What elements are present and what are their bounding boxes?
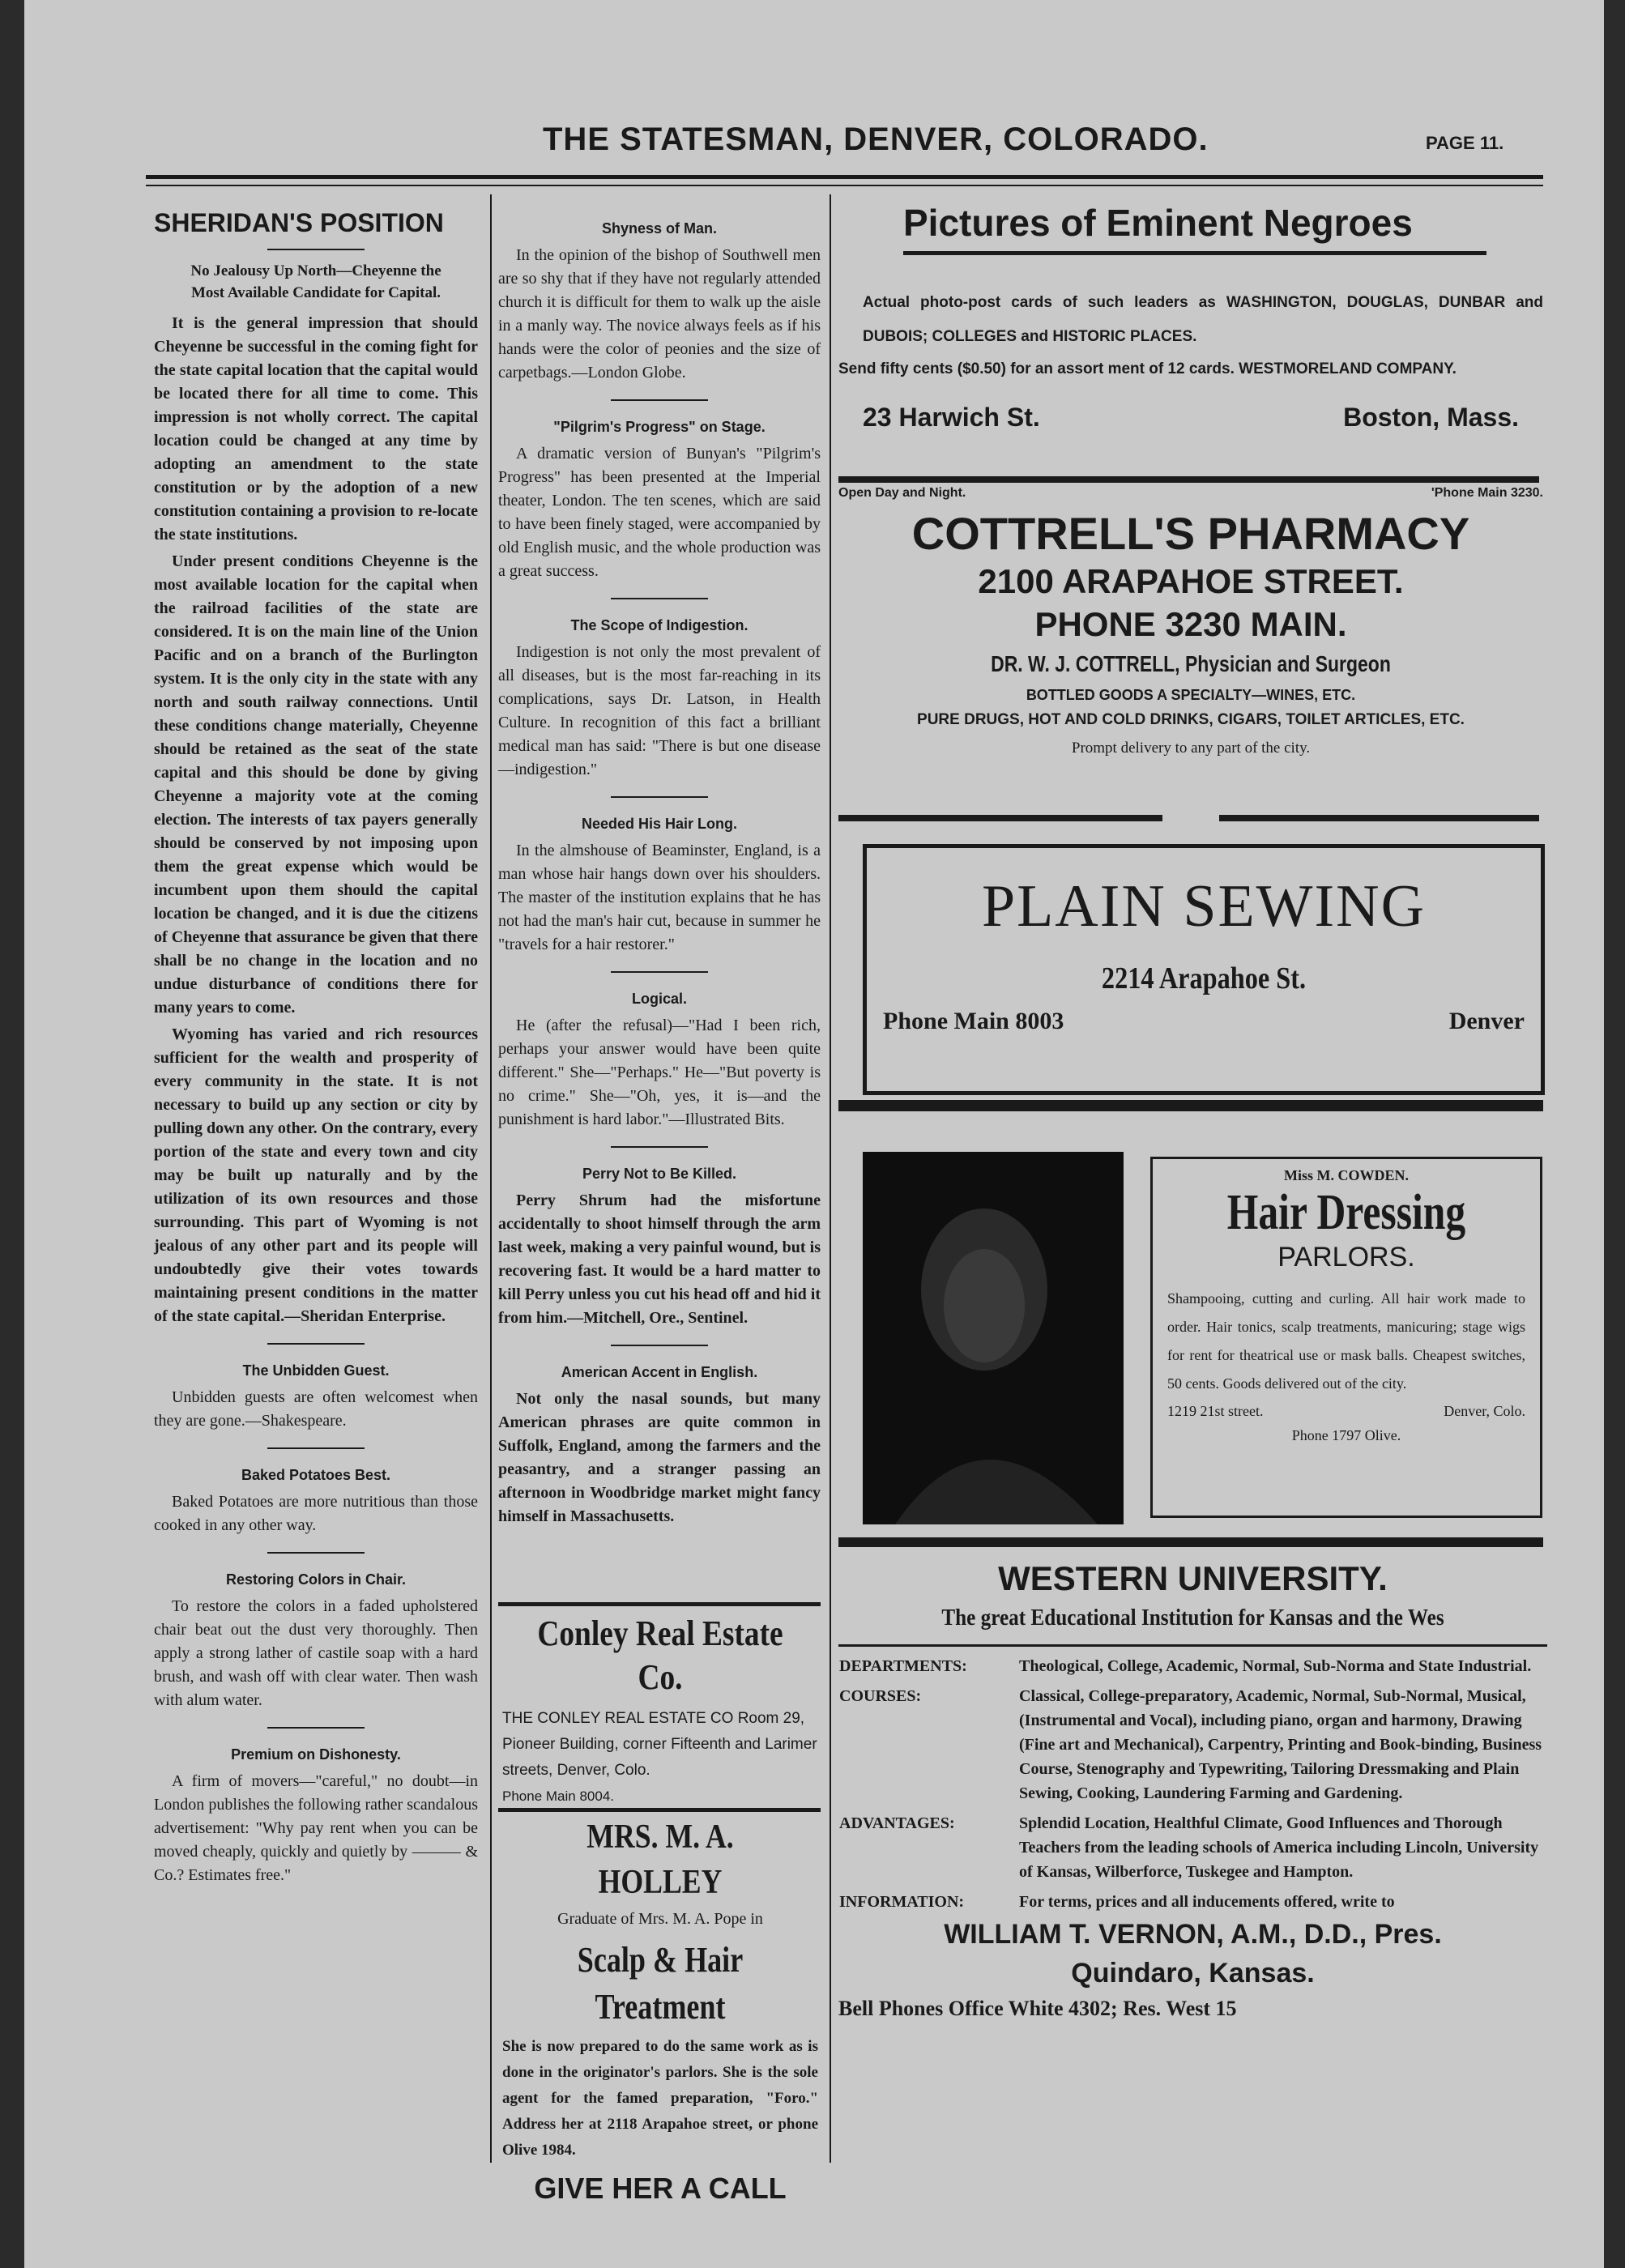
pharmacy-bottled: BOTTLED GOODS A SPECIALTY—WINES, ETC. [1026, 687, 1356, 703]
article-text: A firm of movers—"careful," no doubt—in London publishes the following rather scandalous advertisement: "Why pay rent when you can be moved cheaply, quickly and quietly by ——— & Co.? Estimates free." [154, 1772, 478, 1884]
pharmacy-doctor: DR. W. J. COTTRELL, Physician and Surgeon [991, 651, 1391, 676]
separator [267, 249, 365, 250]
separator [611, 796, 708, 798]
holley-body: She is now prepared to do the same work as is done in the originator's parlors. She is the sole agent for the famed preparation, "Foro." Address her at 2118 Arapahoe street, or phone Olive 1984. [502, 2038, 818, 2159]
article-text: To restore the colors in a faded upholstered chair beat out the dust very thoroughly. Then apply a strong lather of castile soap with a hard brush, and wash off with clear water. Then wash with alum water. [154, 1597, 478, 1709]
wu-value: Splendid Location, Healthful Climate, Good Influences and Thorough Teachers from the leading schools of America including Lincoln, University of Kansas, Wilberforce, Tuskegee and Hampton. [1019, 1814, 1539, 1881]
holley-ad [502, 1814, 818, 2206]
wu-row [838, 1885, 1547, 1915]
hair-dressing-ad [1150, 1157, 1542, 1518]
wu-subtitle: The great Educational Institution for Kansas and the Wes [941, 1605, 1444, 1631]
pictures-street: 23 Harwich St. [863, 403, 1040, 432]
conley-body: THE CONLEY REAL ESTATE CO Room 29, Pioneer Building, corner Fifteenth and Larimer streets, Denver, Colo. [502, 1710, 817, 1779]
wu-key: INFORMATION: [839, 1893, 965, 1911]
wu-row [838, 1653, 1547, 1679]
hair-title: Hair Dressing [1226, 1185, 1466, 1240]
portrait-image [863, 1152, 1124, 1524]
holley-title: MRS. M. A. HOLLEY [586, 1818, 734, 1901]
masthead-title: THE STATESMAN, DENVER, COLORADO. [543, 122, 1209, 157]
separator [611, 971, 708, 973]
article-text: Perry Shrum had the misfortune accidentally to shoot himself through the arm last week, making a very painful wound, but is recovering fast. It would be a hard matter to kill Perry unless you cut his head off and hid it from him.—Mitchell, Ore., Sentinel. [498, 1192, 821, 1327]
article-heading: American Accent in English. [561, 1364, 758, 1380]
separator [267, 1552, 365, 1554]
article-text: Unbidden guests are often welcomest when they are gone.—Shakespeare. [154, 1388, 478, 1430]
column-rule [830, 194, 831, 2163]
sewing-city: Denver [1448, 1008, 1525, 1034]
ad-rule [838, 1100, 1543, 1111]
hair-address: 1219 21st street. [1167, 1403, 1264, 1419]
column-2 [498, 212, 821, 1532]
paragraph: Wyoming has varied and rich resources sufficient for the wealth and prosperity of every community in the state. It is not necessary to build up any section or city by pulling down any other. On the contrary, every portion of the state and every town and city may be built up naturally and by the utilization of its own resources and those surrounding. This part of Wyoming is not jealous of any other part and its people will undoubtedly give their votes towards maintaining present conditions in the matter of the state capital.—Sheridan Enterprise. [154, 1025, 478, 1325]
wu-row [838, 1679, 1547, 1806]
article-heading: Shyness of Man. [601, 220, 718, 237]
hair-phone: Phone 1797 Olive. [1291, 1427, 1401, 1443]
pictures-address-row [838, 403, 1543, 433]
column-1 [154, 207, 478, 1891]
separator [611, 1146, 708, 1148]
wu-value: Theological, College, Academic, Normal, Sub-Norma and State Industrial. [1019, 1657, 1532, 1675]
column-rule [490, 194, 492, 2163]
hair-city: Denver, Colo. [1444, 1403, 1525, 1419]
pharmacy-phone: PHONE 3230 MAIN. [1034, 605, 1347, 643]
wu-president: WILLIAM T. VERNON, A.M., D.D., Pres. [944, 1919, 1442, 1950]
header-rule-thin [146, 185, 1543, 186]
article-text: In the almshouse of Beaminster, England, is a man whose hair hangs down over his shoulders. The master of the institution explains that he has not had the man's hair cut, because in summer he "travels for a hair restorer." [498, 842, 821, 953]
hair-body: Shampooing, cutting and curling. All hair work made to order. Hair tonics, scalp treatments, manicuring; stage wigs for rent for theatrical use or mask balls. Cheapest switches, 50 cents. Goods delivered out of the city. [1167, 1290, 1525, 1392]
ad-rule [838, 1537, 1543, 1547]
article-heading: Needed His Hair Long. [581, 816, 738, 832]
paragraph: It is the general impression that should Cheyenne be successful in the coming fight for the state capital location that the capital would be located there for all time to come. This impression is not wholly correct. The capital location could be changed at any time by adopting an amendment to the state constitution or by the adoption of a new constitution containing a provision to re-locate the state institutions. [154, 314, 478, 544]
ad-rule [498, 1808, 821, 1812]
article-heading: Perry Not to Be Killed. [582, 1166, 737, 1182]
wu-key: COURSES: [839, 1687, 922, 1705]
header-rule [146, 175, 1543, 179]
pictures-title: Pictures of Eminent Negroes [903, 202, 1413, 244]
separator [267, 1727, 365, 1729]
article-heading: The Scope of Indigestion. [570, 617, 749, 633]
pharmacy-prompt: Prompt delivery to any part of the city. [1071, 740, 1311, 757]
headline: SHERIDAN'S POSITION [154, 208, 444, 237]
western-university-ad [838, 1555, 1547, 2025]
pictures-body-1: Actual photo-post cards of such leaders as WASHINGTON, DOUGLAS, DUNBAR and DUBOIS; COLLEGES and HISTORIC PLACES. [863, 294, 1543, 345]
article-heading: "Pilgrim's Progress" on Stage. [553, 419, 766, 435]
separator [611, 598, 708, 599]
article-heading: Logical. [631, 991, 687, 1007]
separator [267, 1447, 365, 1449]
wu-value: Classical, College-preparatory, Academic, Normal, Sub-Normal, Musical, (Instrumental and Vocal), including piano, organ and harmony, Drawing (Fine art and Mechanical), Carpentry, Printing and Book-binding, Business Course, Stenography and Typewriting, Tailoring Dressmaking and Plain Sewing, Cooking, Laundering Farming and Gardening. [1019, 1687, 1542, 1802]
page-number: PAGE 11. [1426, 133, 1504, 153]
wu-title: WESTERN UNIVERSITY. [998, 1559, 1388, 1597]
pharmacy-phone-top: 'Phone Main 3230. [1431, 486, 1543, 500]
wu-key: DEPARTMENTS: [839, 1657, 967, 1675]
separator [267, 1343, 365, 1345]
subhead: No Jealousy Up North—Cheyenne the Most Available Candidate for Capital. [190, 262, 441, 301]
ad-rule [838, 815, 1162, 821]
article-heading: The Unbidden Guest. [242, 1362, 390, 1379]
article-text: A dramatic version of Bunyan's "Pilgrim's Progress" has been presented at the Imperial theater, London. The ten scenes, which are said to have been finely staged, were accompanied by old English music, and the whole production was a great success. [498, 445, 821, 580]
article-text: Indigestion is not only the most prevalent of all diseases, but is the most far-reaching in its complications, says Dr. Latson, in Health Culture. In recognition of this fact a brilliant medical man has said: "There is but one disease—indigestion." [498, 643, 821, 778]
conley-phone: Phone Main 8004. [502, 1788, 614, 1804]
pharmacy-drugs: PURE DRUGS, HOT AND COLD DRINKS, CIGARS, TOILET ARTICLES, ETC. [917, 711, 1465, 728]
wu-key: ADVANTAGES: [839, 1814, 955, 1832]
separator [611, 1345, 708, 1346]
holley-scalp: Scalp & Hair Treatment [577, 1940, 744, 2027]
hair-miss: Miss M. COWDEN. [1284, 1167, 1409, 1183]
conley-title: Conley Real Estate Co. [537, 1614, 783, 1697]
sewing-title: PLAIN SEWING [981, 873, 1427, 940]
pharmacy-name: COTTRELL'S PHARMACY [911, 508, 1470, 559]
portrait-photo [863, 1152, 1124, 1524]
pictures-city: Boston, Mass. [1343, 403, 1519, 432]
holley-call: GIVE HER A CALL [534, 2172, 787, 2205]
article-text: Baked Potatoes are more nutritious than those cooked in any other way. [154, 1493, 478, 1534]
paragraph: Under present conditions Cheyenne is the most available location for the capital when the railroad facilities of the state are considered. It is on the main line of the Union Pacific and on a branch of the Burlington system. It is the only city in the state with any north and south railway connections. Until these conditions change materially, Cheyenne should be retained as the seat of the state capital and this should be done by giving Cheyenne a majority vote at the coming election. The interests of tax payers generally should be conserved by not imposing upon them the great expense which would be incumbent upon them should the capital location be changed, and it is due the citizens of Cheyenne that assurance be given that there shall be no change in the location and no undue disturbance of conditions there for many years to come. [154, 552, 478, 1017]
hair-parlors: PARLORS. [1277, 1242, 1415, 1273]
conley-ad [502, 1612, 818, 1805]
wu-bell-phones: Bell Phones Office White 4302; Res. West 15 [838, 1997, 1237, 2020]
hair-address-row [1153, 1398, 1540, 1424]
title-underline [903, 251, 1486, 255]
ad-rule [838, 476, 1539, 483]
sewing-phone: Phone Main 8003 [883, 1008, 1064, 1034]
pharmacy-street: 2100 ARAPAHOE STREET. [978, 562, 1404, 600]
wu-place: Quindaro, Kansas. [1071, 1958, 1315, 1989]
pictures-body-2: Send fifty cents ($0.50) for an assort ment of 12 cards. WESTMORELAND COMPANY. [838, 360, 1457, 377]
pictures-ad [838, 201, 1543, 433]
sewing-ad [863, 844, 1545, 1095]
article-text: Not only the nasal sounds, but many American phrases are quite common in Suffolk, England, among the farmers and the peasantry, and a stranger passing an afternoon in Woodbridge market might fancy himself in Massachusetts. [498, 1390, 821, 1525]
article-heading: Premium on Dishonesty. [231, 1746, 401, 1763]
article-heading: Restoring Colors in Chair. [225, 1571, 407, 1588]
ad-rule [1219, 815, 1539, 821]
separator [611, 399, 708, 401]
wu-rule [838, 1644, 1547, 1647]
sewing-address: 2214 Arapahoe St. [1101, 961, 1307, 995]
sewing-bottom-row [867, 1008, 1541, 1035]
pharmacy-open: Open Day and Night. [838, 486, 966, 500]
wu-details [838, 1653, 1547, 1915]
article-heading: Baked Potatoes Best. [241, 1467, 391, 1483]
article-text: In the opinion of the bishop of Southwell men are so shy that if they have not regularly attended church it is difficult for them to walk up the aisle in a manly way. The novice always feels as if his hands were the color of peonies and the size of carpetbags.—London Globe. [498, 246, 821, 382]
holley-grad: Graduate of Mrs. M. A. Pope in [557, 1910, 763, 1928]
newspaper-page [24, 0, 1604, 2268]
wu-value: For terms, prices and all inducements offered, write to [1019, 1893, 1395, 1911]
ad-rule [498, 1602, 821, 1606]
pharmacy-top-row [838, 486, 1543, 501]
wu-row [838, 1806, 1547, 1885]
article-text: He (after the refusal)—"Had I been rich, perhaps your answer would have been quite different." She—"Perhaps." He—"But poverty is no crime." She—"Oh, yes, it is—and the punishment is hard labor."—Illustrated Bits. [498, 1017, 821, 1128]
pharmacy-ad [838, 486, 1543, 765]
